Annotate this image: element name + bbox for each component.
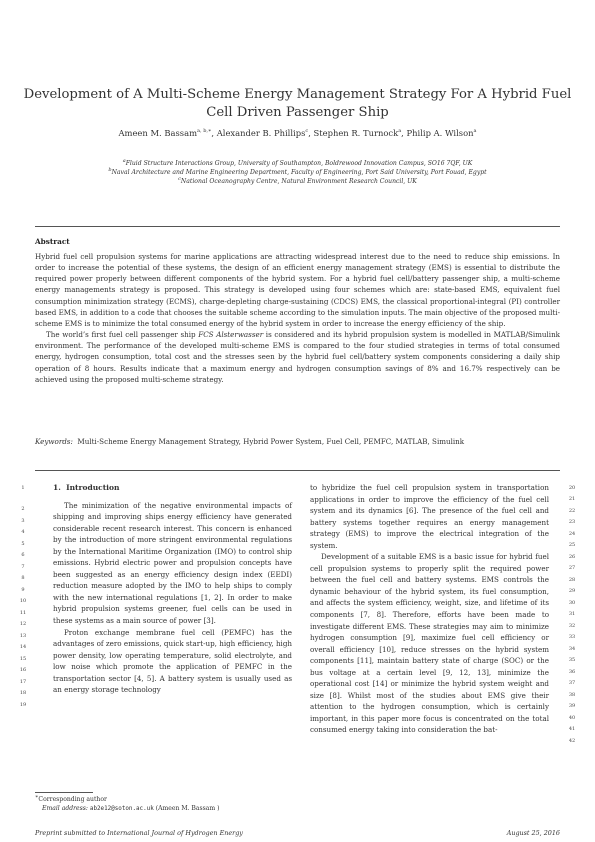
body-paragraph: to hybridize the fuel cell propulsion system in transportation applications in order to improve the efficiency of the fuel cell system and its dynamics [6]. The presence of the fuel cell and battery systems together requires an energy management strategy (EMS) to improve the electrical integration of the system. (310, 483, 549, 550)
line-number: 4 (21, 529, 25, 535)
affiliation-mark: b (108, 166, 112, 173)
line-number: 24 (568, 531, 576, 537)
line-number: 15 (19, 656, 27, 662)
footer-journal: Preprint submitted to International Journal of Hydrogen Energy (35, 829, 243, 837)
abstract-heading: Abstract (35, 237, 70, 246)
email-label: Email address: (42, 805, 88, 812)
author-name: Stephen R. Turnock (313, 128, 399, 138)
section-heading (53, 482, 292, 494)
line-number: 5 (21, 541, 25, 547)
affiliation-c (20, 177, 575, 186)
author-name: Alexander B. Phillips (216, 128, 306, 138)
line-number: 12 (19, 621, 27, 627)
author-affiliation-mark: a, b,∗ (197, 128, 212, 135)
line-number: 40 (568, 715, 576, 721)
line-number: 14 (19, 644, 27, 650)
paper-title (20, 86, 575, 122)
affiliation-mark: a (122, 157, 126, 164)
line-number: 34 (568, 646, 576, 652)
line-number: 42 (568, 738, 576, 744)
line-number: 38 (568, 692, 576, 698)
author-affiliation-mark: a (473, 128, 477, 135)
left-column (53, 482, 292, 696)
body-paragraph: Development of a suitable EMS is a basic issue for hybrid fuel cell propulsion systems to properly split the required power between the fuel cell and battery systems. EMS controls the dynamic behaviour of the hybrid system, its fuel consumption, and affects the system efficiency, weight, size, and lifetime of its components [7, 8]. Therefore, efforts have been made to investigate different EMS. These strategies may aim to minimize hydrogen consumption [9], maximize fuel cell efficiency or overall efficiency [10], reduce stresses on the hybrid system components [11], maintain battery state of charge (SOC) or the bus voltage at a certain level [9, 12, 13], minimize the operational cost [14] or minimize the hybrid system weight and size [8]. Whilst most of the studies about EMS give their attention to the hydrogen consumption, which is certainly important, in this paper more focus is concentrated on the total consumed energy taking into consideration the bat- (310, 552, 549, 735)
author-name: Philip A. Wilson (406, 128, 474, 138)
footnote-mark: ∗ (35, 793, 39, 800)
abstract-text: The world’s first fuel cell passenger ship (46, 330, 199, 340)
line-number: 16 (19, 667, 27, 673)
line-number: 8 (21, 575, 25, 581)
title-line-1: Development of A Multi-Scheme Energy Management Strategy For A Hybrid Fuel (23, 87, 572, 102)
line-number: 41 (568, 726, 576, 732)
line-number: 9 (21, 587, 25, 593)
line-number: 21 (568, 496, 576, 502)
ship-name: FCS Alsterwasser (198, 330, 264, 340)
line-number: 29 (568, 588, 576, 594)
keywords-label: Keywords: (35, 437, 73, 446)
affiliation-mark: c (178, 175, 181, 182)
line-number: 13 (19, 633, 27, 639)
line-number: 36 (568, 669, 576, 675)
author-affiliation-mark: a (398, 128, 402, 135)
line-number: 33 (568, 634, 576, 640)
line-number: 28 (568, 577, 576, 583)
line-number: 31 (568, 611, 576, 617)
corresponding-author-label: Corresponding author (38, 796, 107, 803)
footnote-corresponding (35, 795, 295, 804)
author-affiliation-mark: c (305, 128, 309, 135)
abstract-bottom-rule (35, 470, 560, 471)
line-number: 39 (568, 703, 576, 709)
abstract-body (35, 251, 560, 385)
line-number: 17 (19, 679, 27, 685)
affiliation-text: Fluid Structure Interactions Group, University of Southampton, Boldrewood Innovation Campus, SO16 7QF, UK (125, 160, 473, 167)
page-footer (35, 829, 560, 837)
line-number: 10 (19, 598, 27, 604)
footnote (35, 795, 295, 814)
abstract-paragraph: Hybrid fuel cell propulsion systems for marine applications are attracting widespread interest due to the need to reduce ship emissions. In order to increase the potential of these systems, the design of an efficient energy management strategy (EMS) is essential to distribute the required power properly between different components of the hybrid system. For a hybrid fuel cell/battery passenger ship, a multi-scheme energy managements strategy is proposed. This strategy is developed using four schemes which are: state-based EMS, equivalent fuel consumption minimization strategy (ECMS), charge-depleting charge-sustaining (CDCS) EMS, the classical proportional-integral (PI) controller based EMS, in addition to a code that chooses the suitable scheme according to the simulation inputs. The main objective of the proposed multi-scheme EMS is to minimize the total consumed energy of the hybrid system in order to increase the energy efficiency of the ship. (35, 252, 560, 328)
line-number: 20 (568, 485, 576, 491)
body-paragraph: Proton exchange membrane fuel cell (PEMFC) has the advantages of zero emissions, quick start-up, high efficiency, high power density, low operating temperature, solid electrolyte, and low noise which promote the application of PEMFC in the transportation sector [4, 5]. A battery system is usually used as an energy storage technology (53, 627, 292, 695)
author-list: Ameen M. Bassam$^{a, b,∗}$, Alexander B. Phillips$^c$, Stephen R. Turnock$^a$, Philip A. Wilson$^a$ (118, 128, 477, 138)
line-number: 27 (568, 565, 576, 571)
abstract-paragraph (35, 329, 560, 385)
footer-date: August 25, 2016 (506, 829, 560, 837)
body-paragraph: The minimization of the negative environmental impacts of shipping and improving ships energy efficiency have generated considerable recent research interest. This concern is enhanced by the introduction of more stringent environmental regulations by the International Maritime Organization (IMO) to control ship emissions. Hybrid electric power and propulsion concepts have been suggested as an energy efficiency design index (EEDI) reduction measure adopted by the IMO to help ships to comply with the new international regulations [1, 2]. In order to make hybrid propulsion systems greener, fuel cells can be used in these systems as a main source of power [3]. (53, 500, 292, 626)
line-number: 1 (21, 485, 25, 491)
section-number: 1. (53, 483, 61, 492)
keywords (35, 436, 560, 447)
footnote-rule (35, 792, 93, 793)
line-number: 19 (19, 702, 27, 708)
line-number: 11 (19, 610, 27, 616)
line-number: 22 (568, 508, 576, 514)
abstract-text: is considered and its hybrid propulsion system is modelled in MATLAB/Simulink environment. The performance of the developed multi-scheme EMS is compared to the four studied strategies in terms of total consumed energy, hydrogen consumption, total cost and the stresses seen by the hybrid fuel cell/battery system components considering a daily ship operation of 8 hours. Results indicate that a maximum energy and hydrogen consumption savings of 8% and 16.7% respectively can be achieved using the proposed multi-scheme strategy. (35, 330, 561, 384)
title-line-2: Cell Driven Passenger Ship (206, 105, 389, 120)
email-owner: (Ameen M. Bassam ) (155, 805, 220, 812)
footnote-email-line (35, 804, 295, 814)
line-number: 25 (568, 542, 576, 548)
abstract-top-rule (35, 226, 560, 227)
affiliation-b (20, 168, 575, 177)
affiliation-text: National Oceanography Centre, Natural Environment Research Council, UK (180, 178, 417, 185)
line-number: 30 (568, 600, 576, 606)
keywords-text: Multi-Scheme Energy Management Strategy, Hybrid Power System, Fuel Cell, PEMFC, MATLAB, Simulink (77, 437, 465, 446)
email-address[interactable]: ab2e12@soton.ac.uk (89, 806, 154, 812)
line-number: 2 (21, 506, 25, 512)
section-title: Introduction (66, 483, 120, 492)
line-number: 18 (19, 690, 27, 696)
line-number: 6 (21, 552, 25, 558)
line-number: 35 (568, 657, 576, 663)
line-number: 3 (21, 518, 25, 524)
right-column (310, 482, 549, 736)
line-number: 26 (568, 554, 576, 560)
affiliation-a (20, 159, 575, 168)
author-name: Ameen M. Bassam (118, 128, 198, 138)
affiliation-text: Naval Architecture and Marine Engineering Department, Faculty of Engineering, Port Said University, Port Fouad, Egypt (111, 169, 487, 176)
line-number: 23 (568, 519, 576, 525)
line-number: 32 (568, 623, 576, 629)
line-number: 7 (21, 564, 25, 570)
line-number: 37 (568, 680, 576, 686)
